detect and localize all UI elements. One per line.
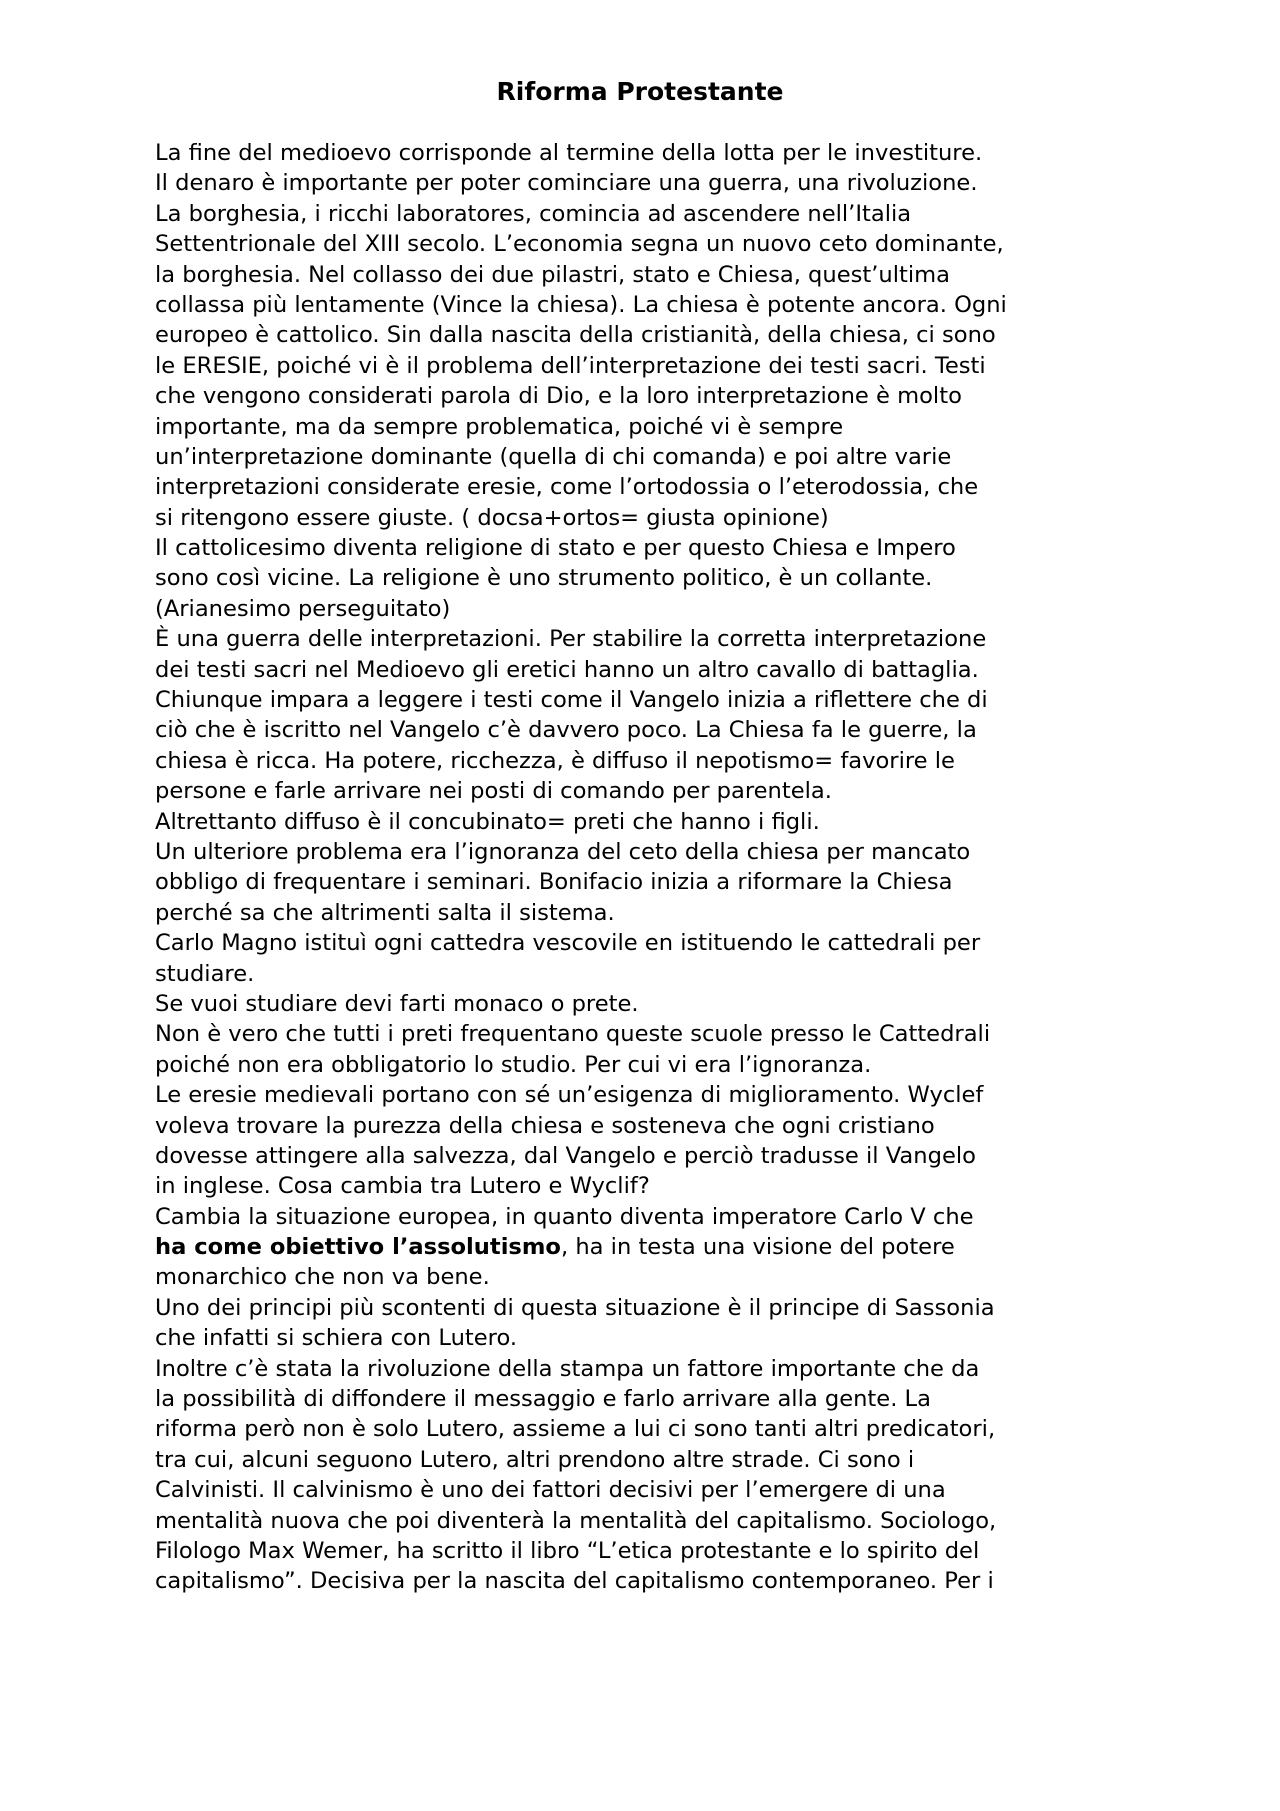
text-line: Altrettanto diffuso è il concubinato= preti che hanno i figli. — [155, 808, 820, 835]
bold-phrase: ha come obiettivo l’assolutismo — [155, 1234, 561, 1261]
text-line: Settentrionale del XIII secolo. L’economia segna un nuovo ceto dominante, — [155, 231, 1004, 258]
text-line: collassa più lentamente (Vince la chiesa). La chiesa è potente ancora. Ogni — [155, 291, 1007, 318]
text-line: Calvinisti. Il calvinismo è uno dei fattori decisivi per l’emergere di una — [155, 1477, 946, 1504]
text-line: mentalità nuova che poi diventerà la mentalità del capitalismo. Sociologo, — [155, 1507, 997, 1534]
text-line: Filologo Max Wemer, ha scritto il libro “L’etica protestante e lo spirito del — [155, 1537, 980, 1564]
page-title: Riforma Protestante — [496, 77, 784, 106]
text-line: Non è vero che tutti i preti frequentano queste scuole presso le Cattedrali — [155, 1021, 991, 1048]
text-line: un’interpretazione dominante (quella di chi comanda) e poi altre varie — [155, 443, 952, 470]
text-line: Chiunque impara a leggere i testi come il Vangelo inizia a riflettere che di — [155, 687, 988, 714]
text-line: dei testi sacri nel Medioevo gli eretici hanno un altro cavallo di battaglia. — [155, 656, 979, 683]
text-line: voleva trovare la purezza della chiesa e sosteneva che ogni cristiano — [155, 1112, 935, 1139]
text-line — [155, 1232, 1155, 1262]
text-line: ciò che è iscritto nel Vangelo c’è davvero poco. La Chiesa fa le guerre, la — [155, 717, 977, 744]
text-line: obbligo di frequentare i seminari. Bonifacio inizia a riformare la Chiesa — [155, 869, 953, 896]
text-line: Inoltre c’è stata la rivoluzione della stampa un fattore importante che da — [155, 1355, 980, 1382]
text-line: la possibilità di diffondere il messaggio e farlo arrivare alla gente. La — [155, 1386, 931, 1413]
text-line: perché sa che altrimenti salta il sistema. — [155, 899, 615, 926]
text-line: Un ulteriore problema era l’ignoranza del ceto della chiesa per mancato — [155, 838, 971, 865]
text-line: (Arianesimo perseguitato) — [155, 595, 451, 622]
text-line: dovesse attingere alla salvezza, dal Vangelo e perciò tradusse il Vangelo — [155, 1142, 976, 1169]
text-line: riforma però non è solo Lutero, assieme a lui ci sono tanti altri predicatori, — [155, 1416, 996, 1443]
text-line: È una guerra delle interpretazioni. Per stabilire la corretta interpretazione — [155, 626, 987, 653]
text-line: le ERESIE, poiché vi è il problema dell’interpretazione dei testi sacri. Testi — [155, 352, 986, 379]
text-line: La borghesia, i ricchi laboratores, comincia ad ascendere nell’Italia — [155, 200, 912, 227]
text-line: Le eresie medievali portano con sé un’esigenza di miglioramento. Wyclef — [155, 1082, 984, 1109]
text-line: Se vuoi studiare devi farti monaco o prete. — [155, 990, 639, 1017]
document-body — [155, 138, 1155, 1597]
text-line: La fine del medioevo corrisponde al termine della lotta per le investiture. — [155, 140, 983, 166]
text-line: che infatti si schiera con Lutero. — [155, 1325, 518, 1352]
text-line: studiare. — [155, 960, 255, 987]
paragraph-block — [155, 1262, 1155, 1596]
text-line: in inglese. Cosa cambia tra Lutero e Wyclif? — [155, 1173, 650, 1200]
text-line: europeo è cattolico. Sin dalla nascita della cristianità, della chiesa, ci sono — [155, 322, 996, 349]
paragraph-block — [155, 138, 1155, 1232]
text-line: Carlo Magno istituì ogni cattedra vescovile en istituendo le cattedrali per — [155, 930, 981, 957]
text-line: monarchico che non va bene. — [155, 1264, 490, 1291]
text-line: persone e farle arrivare nei posti di comando per parentela. — [155, 778, 832, 805]
text-line: chiesa è ricca. Ha potere, ricchezza, è diffuso il nepotismo= favorire le — [155, 747, 955, 774]
text-line: si ritengono essere giuste. ( docsa+ortos= giusta opinione) — [155, 504, 829, 531]
text-line: la borghesia. Nel collasso dei due pilastri, stato e Chiesa, quest’ultima — [155, 261, 951, 288]
text-line: poiché non era obbligatorio lo studio. Per cui vi era l’ignoranza. — [155, 1051, 872, 1078]
text-line: Il cattolicesimo diventa religione di stato e per questo Chiesa e Impero — [155, 535, 956, 562]
text-line: sono così vicine. La religione è uno strumento politico, è un collante. — [155, 565, 933, 592]
text-line: Il denaro è importante per poter cominciare una guerra, una rivoluzione. — [155, 170, 978, 197]
text-line: capitalismo”. Decisiva per la nascita del capitalismo contemporaneo. Per i — [155, 1568, 994, 1595]
text-line-rest: , ha in testa una visione del potere — [560, 1234, 955, 1261]
text-line: importante, ma da sempre problematica, poiché vi è sempre — [155, 413, 844, 440]
text-line: interpretazioni considerate eresie, come l’ortodossia o l’eterodossia, che — [155, 474, 979, 501]
text-line: tra cui, alcuni seguono Lutero, altri prendono altre strade. Ci sono i — [155, 1446, 915, 1473]
text-line: Uno dei principi più scontenti di questa situazione è il principe di Sassonia — [155, 1294, 995, 1321]
text-line: Cambia la situazione europea, in quanto diventa imperatore Carlo V che — [155, 1203, 974, 1230]
text-line: che vengono considerati parola di Dio, e la loro interpretazione è molto — [155, 383, 962, 410]
